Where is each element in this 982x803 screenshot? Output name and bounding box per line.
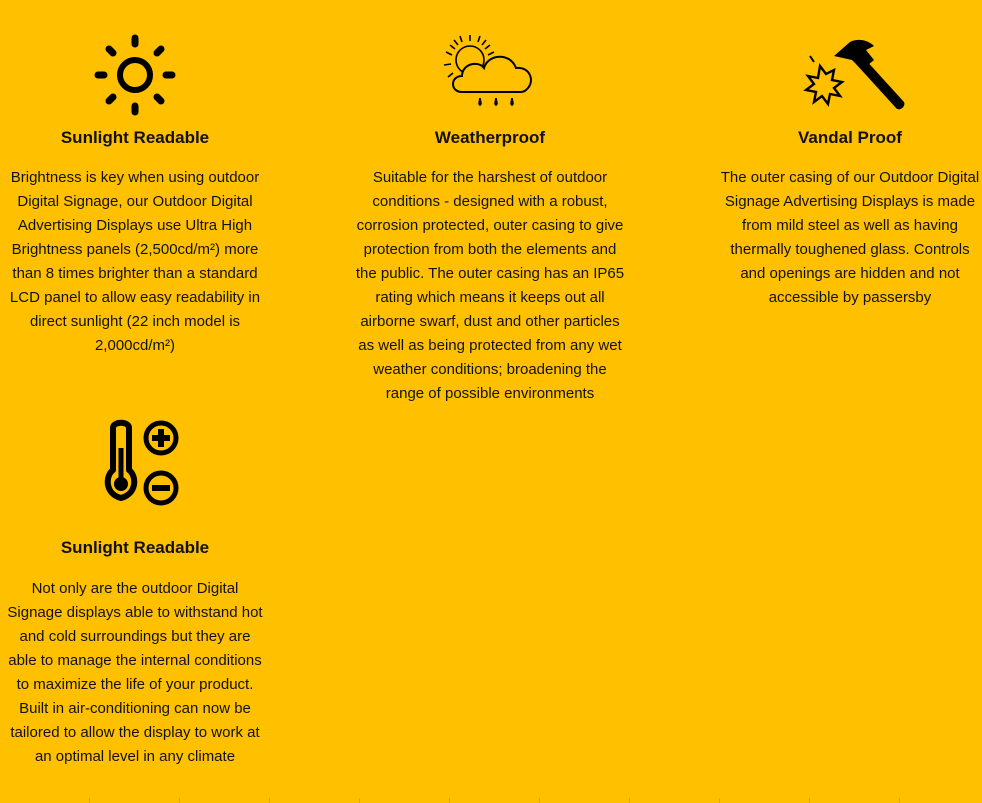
feature-climate-control xyxy=(0,418,270,769)
gridline xyxy=(269,798,270,803)
gridline xyxy=(539,798,540,803)
feature-sunlight-readable xyxy=(0,30,270,358)
gridline xyxy=(89,798,90,803)
gridline xyxy=(719,798,720,803)
gridline xyxy=(449,798,450,803)
gridline xyxy=(179,798,180,803)
feature-description: Suitable for the harshest of outdoor conditions - designed with a robust, corrosion protected, outer casing to give protection from both the elements and the public. The outer casing has an IP65 rating which means it keeps out all airborne swarf, dust and other particles as well as being protected from any wet weather conditions; broadening the range of possible environments xyxy=(355,169,625,402)
feature-description: Not only are the outdoor Digital Signage displays able to withstand hot and cold surroundings but they are able to manage the internal conditions to maximize the life of your product. Built in air-conditioning can now be tailored to allow the display to work at an optimal level in any climate xyxy=(7,580,263,765)
feature-title: Sunlight Readable xyxy=(60,128,210,147)
feature-description: The outer casing of our Outdoor Digital Signage Advertising Displays is made from mild steel as well as having thermally toughened glass. Controls and openings are hidden and not accessible by passersby xyxy=(720,169,980,306)
thermometer-plus-minus-icon xyxy=(85,418,185,508)
weather-cloud-sun-rain-icon xyxy=(440,30,540,110)
sun-icon xyxy=(90,30,180,120)
gridline xyxy=(899,798,900,803)
gridline xyxy=(809,798,810,803)
gridline xyxy=(629,798,630,803)
feature-weatherproof xyxy=(354,30,626,406)
hammer-icon xyxy=(790,30,910,120)
feature-title: Weatherproof xyxy=(434,128,546,147)
feature-title: Sunlight Readable xyxy=(60,538,210,557)
feature-vandal-proof xyxy=(720,30,980,310)
gridline xyxy=(359,798,360,803)
feature-description: Brightness is key when using outdoor Digital Signage, our Outdoor Digital Advertising Displays use Ultra High Brightness panels (2,500cd/m²) more than 8 times brighter than a standard LCD panel to allow easy readability in direct sunlight (22 inch model is 2,000cd/m²) xyxy=(9,169,261,354)
feature-title: Vandal Proof xyxy=(798,128,902,147)
